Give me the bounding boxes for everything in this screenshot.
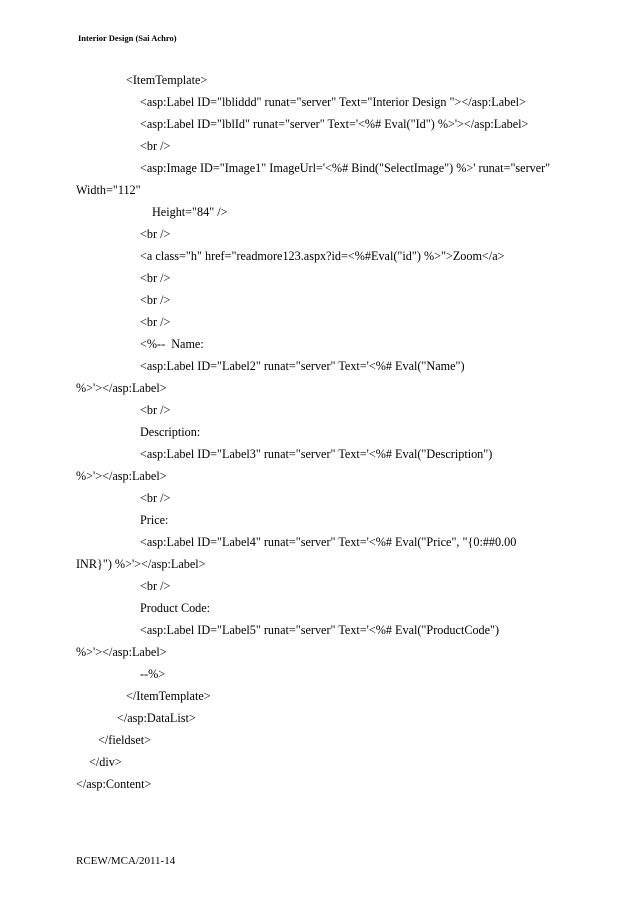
code-line: <br />	[140, 271, 171, 285]
code-line: Price:	[140, 513, 169, 527]
code-line: <asp:Label ID="Label2" runat="server" Text='<%# Eval("Name")	[140, 359, 465, 373]
code-line: </fieldset>	[98, 733, 152, 747]
code-line: <%-- Name:	[140, 337, 204, 351]
code-line: <br />	[140, 403, 171, 417]
code-line: <ItemTemplate>	[126, 73, 208, 87]
code-line: <a class="h" href="readmore123.aspx?id=<%#Eval("id") %>">Zoom</a>	[140, 249, 505, 263]
code-line: <br />	[140, 491, 171, 505]
code-line: </ItemTemplate>	[126, 689, 211, 703]
code-line: <asp:Label ID="lbliddd" runat="server" Text="Interior Design "></asp:Label>	[140, 95, 526, 109]
code-line: <asp:Image ID="Image1" ImageUrl='<%# Bind("SelectImage") %>' runat="server"	[140, 161, 551, 175]
running-footer: RCEW/MCA/2011-14	[76, 855, 176, 867]
code-line: <br />	[140, 315, 171, 329]
code-line: Width="112"	[76, 183, 141, 197]
code-line: <asp:Label ID="Label3" runat="server" Text='<%# Eval("Description")	[140, 447, 493, 461]
code-line: </div>	[89, 755, 122, 769]
code-line: --%>	[140, 667, 166, 681]
code-line: Description:	[140, 425, 201, 439]
code-line: <asp:Label ID="lblId" runat="server" Text='<%# Eval("Id") %>'></asp:Label>	[140, 117, 529, 131]
code-line: <br />	[140, 139, 171, 153]
code-line: <asp:Label ID="Label4" runat="server" Text='<%# Eval("Price", "{0:##0.00	[140, 535, 517, 549]
code-line: Height="84" />	[152, 205, 228, 219]
code-line: </asp:DataList>	[117, 711, 196, 725]
running-header: Interior Design (Sai Achro)	[78, 33, 177, 43]
code-line: Product Code:	[140, 601, 211, 615]
code-line: %>'></asp:Label>	[76, 645, 167, 659]
code-line: <br />	[140, 293, 171, 307]
code-line: %>'></asp:Label>	[76, 381, 167, 395]
code-line: %>'></asp:Label>	[76, 469, 167, 483]
code-line: <br />	[140, 579, 171, 593]
code-line: INR}") %>'></asp:Label>	[76, 557, 206, 571]
code-line: <asp:Label ID="Label5" runat="server" Text='<%# Eval("ProductCode")	[140, 623, 500, 637]
code-line: </asp:Content>	[76, 777, 152, 791]
code-line: <br />	[140, 227, 171, 241]
